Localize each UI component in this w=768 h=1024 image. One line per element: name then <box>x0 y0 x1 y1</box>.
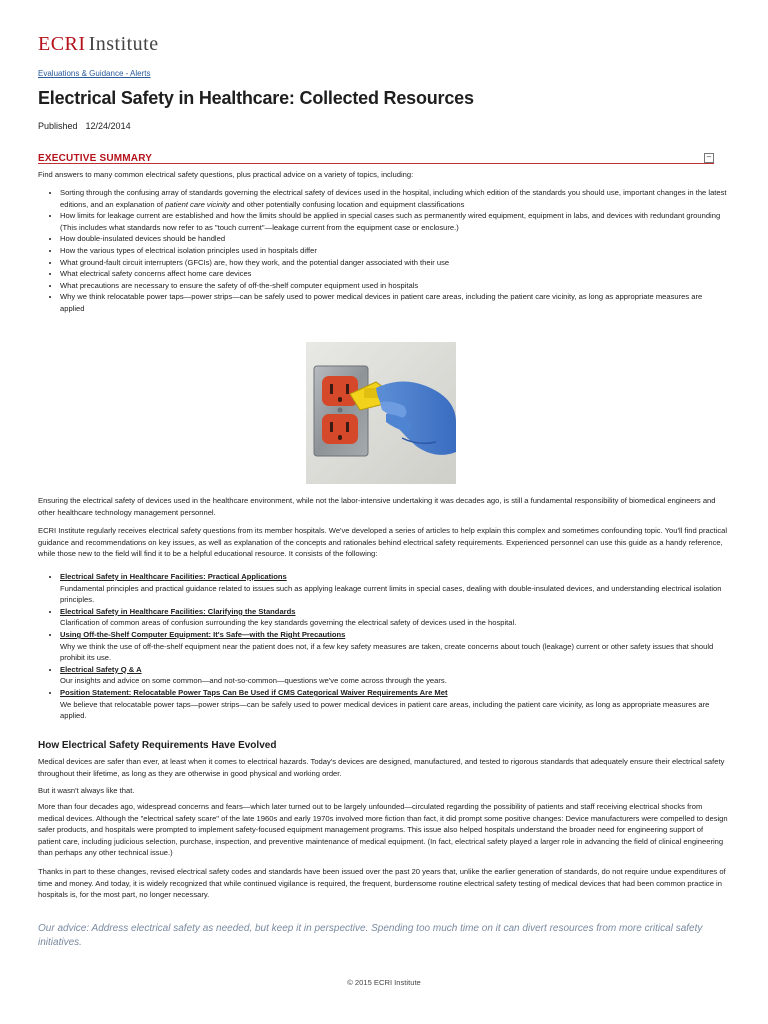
topic-item <box>60 210 728 233</box>
topic-text: What ground-fault circuit interrupters (GFCIs) are, how they work, and the potential danger associated with their use <box>60 257 450 267</box>
topic-text-tail: and other potentially confusing location and equipment classifications <box>229 199 465 209</box>
topic-text: What precautions are necessary to ensure the safety of off-the-shelf computer equipment used in hospitals <box>60 280 419 290</box>
intro-text: Find answers to many common electrical safety questions, plus practical advice on a variety of topics, including: <box>38 170 414 179</box>
article-description: Why we think the use of off-the-shelf equipment near the patient does not, if a few key safety measures are taken, create concerns about touch (leakage) current or other safety issues that should prohibit its use. <box>60 641 714 663</box>
article-link[interactable]: Using Off-the-Shelf Computer Equipment: It's Safe—with the Right Precautions <box>60 629 346 639</box>
article-item <box>60 664 728 687</box>
topic-text: Why we think relocatable power taps—power strips—can be safely used to power medical devices in patient care areas, including the patient care vicinity, as long as appropriate measures are applied <box>60 292 703 313</box>
article-item <box>60 606 728 629</box>
topic-text: What electrical safety concerns affect home care devices <box>60 269 252 279</box>
article-item <box>60 571 728 606</box>
published-label: Published <box>38 121 78 131</box>
collapse-toggle-icon[interactable]: – <box>704 153 714 163</box>
published-line <box>38 121 131 131</box>
articles-list <box>38 571 728 722</box>
article-description: We believe that relocatable power taps—power strips—can be safely used to power medical devices in patient care areas, including the patient care vicinity, as long as appropriate measures are applied. <box>60 699 710 721</box>
topic-item <box>60 268 728 280</box>
topic-text: How limits for leakage current are established and how the limits should be applied in special cases such as permanently wired equipment, equipment in labs, and devices with redundant grounding (This includes what standards now refer to as "touch current"—leakage current from the equipment case or enclosure.) <box>60 211 721 232</box>
executive-summary-label: EXECUTIVE SUMMARY <box>38 153 153 164</box>
topic-item <box>60 233 728 245</box>
topics-list <box>38 187 728 315</box>
logo-suffix: Institute <box>88 33 159 55</box>
topic-item <box>60 257 728 269</box>
advice-callout: Our advice: Address electrical safety as needed, but keep it in perspective. Spending too much time on it can divert resources from more critical safety initiatives. <box>38 923 703 948</box>
article-description: Clarification of common areas of confusion surrounding the key standards governing the electrical safety of devices used in the hospital. <box>60 618 517 628</box>
published-date: 12/24/2014 <box>85 121 131 131</box>
topic-item <box>60 280 728 292</box>
article-link[interactable]: Electrical Safety in Healthcare Facilities: Clarifying the Standards <box>60 606 296 616</box>
topics-list-wrap <box>38 187 728 315</box>
executive-summary-header <box>38 148 714 164</box>
topic-emphasis: patient care vicinity <box>165 199 230 209</box>
outlet-photo <box>306 342 456 484</box>
article-description: Fundamental principles and practical guidance related to issues such as applying leakage current limits in special cases, dealing with double-insulated devices, and understanding electrical isolation principles. <box>60 583 722 605</box>
article-link[interactable]: Electrical Safety in Healthcare Facilities: Practical Applications <box>60 572 287 581</box>
topic-text: How double-insulated devices should be handled <box>60 234 226 244</box>
article-description: Our insights and advice on some common—and not-so-common—questions we've come across through the years. <box>60 676 447 686</box>
topic-item <box>60 187 728 210</box>
article-link[interactable]: Electrical Safety Q & A <box>60 664 142 674</box>
para-intro-2: ECRI Institute regularly receives electrical safety questions from its member hospitals. We've developed a series of articles to help explain this complex and sometimes confounding topic. You'll find practical guidance and recommendations on key issues, as well as explanation of the concepts and rationales behind electrical safety requirements. Experienced personnel can use this guide as a handy reference, while those new to the field will find it to be a helpful educational resource. It consists of the following: <box>38 526 728 559</box>
articles-list-wrap <box>38 571 728 722</box>
ecri-logo[interactable] <box>38 33 159 56</box>
logo-brand: ECRI <box>38 33 86 55</box>
article-item <box>60 687 728 722</box>
section-para-2: But it wasn't always like that. <box>38 786 135 795</box>
outlet-plug-illustration <box>306 342 456 484</box>
section-para-3: More than four decades ago, widespread concerns and fears—which later turned out to be largely unfounded—circulated regarding the possibility of patients and staff receiving electrical shocks from medical devices. Although the "electrical safety scare" of the late 1960s and early 1970s involved more fiction than fact, it did prompt some positive changes: Device manufacturers were compelled to design safer products, and hospitals were prompted to implement safety-focused equipment management programs. This issue also helped hospitals understand the broader need for engineering support of patient care, including judicious selection, purchase, inspection, and preventive maintenance of medical equipment. (In fact, electrical safety played a larger role in advancing the field of clinical engineering than perhaps any other technical issue.) <box>38 802 728 858</box>
para-intro-1: Ensuring the electrical safety of devices used in the healthcare environment, while not the labor-intensive undertaking it was decades ago, is still a fundamental responsibility of biomedical engineers and other healthcare technology management personnel. <box>38 496 716 517</box>
footer-copyright: © 2015 ECRI Institute <box>347 978 421 987</box>
breadcrumb-link[interactable]: Evaluations & Guidance - Alerts <box>38 69 151 78</box>
page-title: Electrical Safety in Healthcare: Collected Resources <box>38 88 474 108</box>
article-item <box>60 629 728 664</box>
section-para-4: Thanks in part to these changes, revised electrical safety codes and standards have been issued over the past 20 years that, unlike the earlier generation of standards, do not require undue expenditures of time and money. And today, it is widely recognized that while continued vigilance is required, the frequent, burdensome routine electrical safety testing of medical devices that had been common practice in hospitals is, for the most part, no longer necessary. <box>38 867 726 900</box>
article-link[interactable]: Position Statement: Relocatable Power Taps Can Be Used if CMS Categorical Waiver Requirements Are Met <box>60 687 448 697</box>
topic-item <box>60 245 728 257</box>
section-heading: How Electrical Safety Requirements Have Evolved <box>38 740 277 751</box>
topic-item <box>60 291 728 314</box>
topic-text: How the various types of electrical isolation principles used in hospitals differ <box>60 245 317 255</box>
section-para-1: Medical devices are safer than ever, at least when it comes to electrical hazards. Today's devices are designed, manufactured, and tested to rigorous standards that adequately ensure their electrical safety throughout their lifetime, as long as they are otherwise in good physical and working order. <box>38 757 725 778</box>
topic-text: Sorting through the confusing array of standards governing the electrical safety of devices used in the hospital, including which edition of the standards you should use, important changes in the latest editions, and an explanation of <box>60 188 727 209</box>
